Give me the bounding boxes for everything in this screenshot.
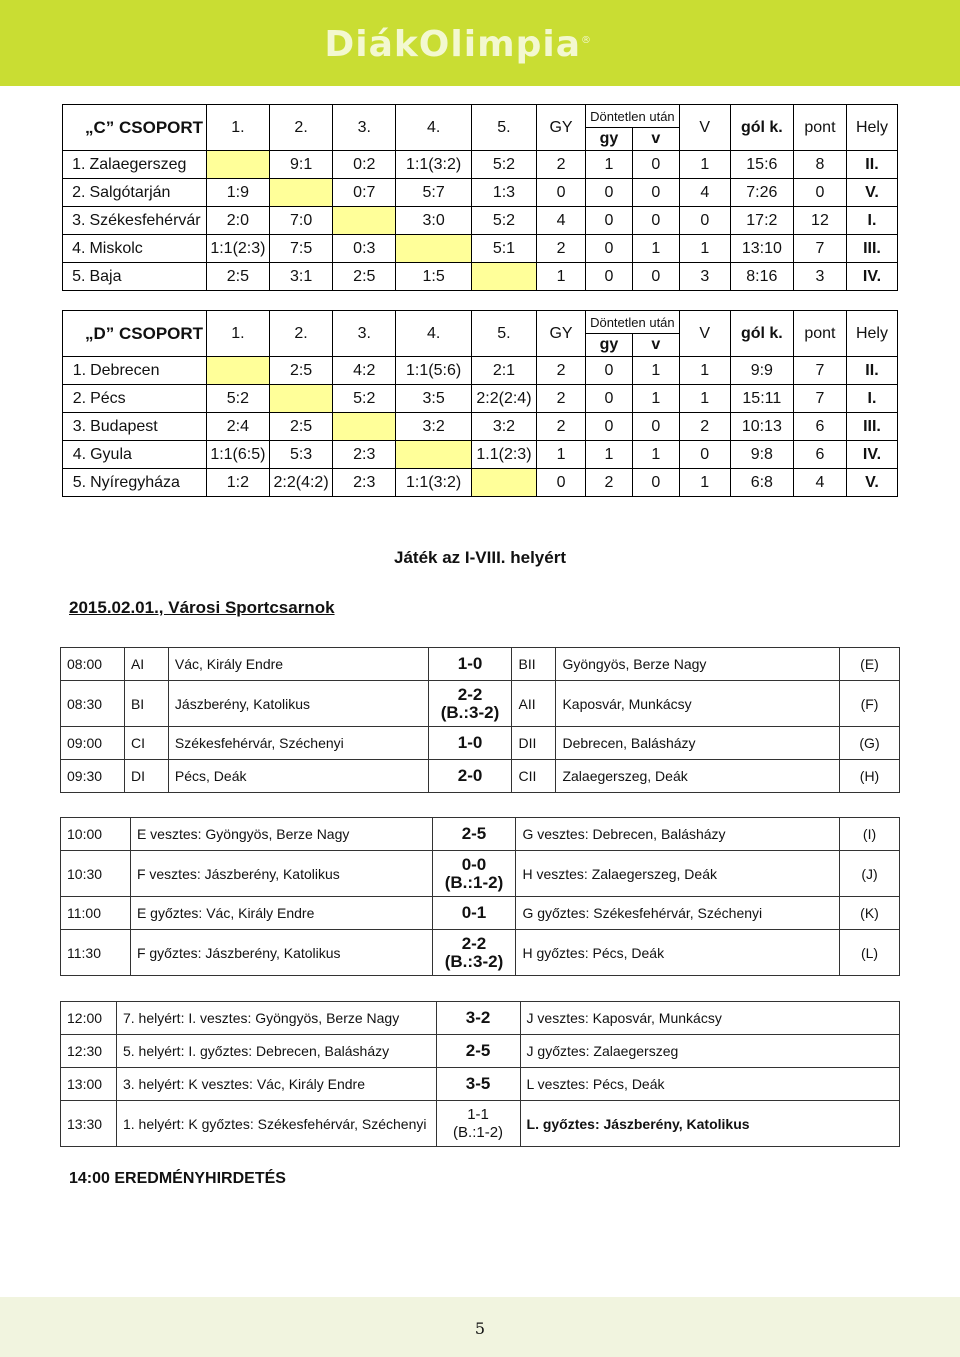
score-cell [436, 1035, 520, 1068]
match-time: 09:30 [61, 760, 125, 793]
stat-dv: 1 [632, 441, 679, 469]
result-cell: 7:0 [270, 207, 333, 235]
stat-gol: 6:8 [730, 469, 793, 497]
result-cell: 1:1(5:6) [396, 357, 471, 385]
rank-cell: IV. [846, 441, 897, 469]
team2-name: H győztes: Pécs, Deák [516, 930, 840, 976]
shootout-score: (B.:3-2) [440, 702, 500, 722]
result-cell: 9:1 [270, 151, 333, 179]
stat-dgy: 0 [586, 235, 633, 263]
rank-cell: V. [846, 469, 897, 497]
team-number: 2. [63, 385, 87, 413]
team-number: 3. [63, 413, 87, 441]
match-time: 11:30 [61, 930, 131, 976]
team-name: Pécs [86, 385, 206, 413]
result-cell [333, 207, 396, 235]
result-cell: 2:0 [206, 207, 269, 235]
stat-v: 1 [679, 151, 730, 179]
team1-name: E vesztes: Gyöngyös, Berze Nagy [130, 818, 432, 851]
shootout-score: (B.:1-2) [444, 872, 504, 892]
result-cell: 1:1(3:2) [396, 469, 471, 497]
score-cell [436, 1068, 520, 1101]
award-ceremony: 14:00 EREDMÉNYHIRDETÉS [69, 1170, 286, 1187]
team2-name: J győztes: Zalaegerszeg [520, 1035, 899, 1068]
team2-code: BII [512, 648, 556, 681]
score-cell [432, 851, 516, 897]
page-footer [0, 1297, 960, 1357]
match-time: 13:30 [61, 1101, 117, 1147]
result-cell: 5:2 [471, 207, 536, 235]
table-row [63, 263, 898, 291]
team-name: Salgótarján [85, 179, 206, 207]
result-cell: 1:1(3:2) [396, 151, 471, 179]
team2-name: Zalaegerszeg, Deák [556, 760, 840, 793]
match-tag: (G) [840, 727, 900, 760]
venue-date: 2015.02.01., Városi Sportcsarnok [69, 598, 335, 617]
rank-cell: III. [846, 413, 897, 441]
team-number: 2. [63, 179, 86, 207]
stat-dv: 0 [632, 263, 679, 291]
team1-code: BI [124, 681, 168, 727]
rank-cell: III. [846, 235, 897, 263]
stat-dgy: 2 [585, 469, 632, 497]
result-cell [396, 441, 471, 469]
stat-dv: 0 [632, 179, 679, 207]
score: 0-0 [461, 854, 487, 874]
stat-v: 0 [679, 441, 730, 469]
team-number: 3. [63, 207, 86, 235]
result-cell [396, 235, 471, 263]
team2-name: G vesztes: Debrecen, Balásházy [516, 818, 840, 851]
stat-v: 3 [679, 263, 730, 291]
stat-gol: 9:8 [730, 441, 793, 469]
result-cell: 3:2 [471, 413, 536, 441]
stat-v: 0 [679, 207, 730, 235]
score: 2-2 [461, 933, 487, 953]
team1-code: DI [124, 760, 168, 793]
match-time: 12:30 [61, 1035, 117, 1068]
score: 3-5 [465, 1074, 491, 1093]
stat-dgy: 0 [585, 385, 632, 413]
stat-gy: 2 [537, 385, 586, 413]
score-cell [428, 681, 512, 727]
table-row [63, 235, 898, 263]
match-time: 10:30 [61, 851, 131, 897]
table-row [63, 357, 898, 385]
team2-name: J vesztes: Kaposvár, Munkácsy [520, 1002, 899, 1035]
header-banner [0, 0, 960, 86]
team-number: 1. [63, 357, 87, 385]
result-cell: 4:2 [333, 357, 396, 385]
result-cell: 1:2 [206, 469, 269, 497]
result-cell: 2:3 [333, 469, 396, 497]
team1-name: Székesfehérvár, Széchenyi [168, 727, 428, 760]
team-name: Gyula [86, 441, 206, 469]
result-cell: 2:4 [206, 413, 269, 441]
table-row [63, 413, 898, 441]
stat-gy: 2 [537, 151, 586, 179]
table-row [63, 207, 898, 235]
team2-name: L vesztes: Pécs, Deák [520, 1068, 899, 1101]
shootout-score: (B.:3-2) [444, 951, 504, 971]
result-cell [206, 357, 269, 385]
team-name: Debrecen [86, 357, 206, 385]
team2-name: H vesztes: Zalaegerszeg, Deák [516, 851, 840, 897]
stat-pont: 12 [793, 207, 846, 235]
match-time: 09:00 [61, 727, 125, 760]
result-cell: 2:5 [269, 357, 332, 385]
group-title: „D” CSOPORT [63, 311, 207, 357]
stat-gol: 8:16 [730, 263, 793, 291]
stat-pont: 7 [793, 357, 846, 385]
schedule-block-3 [60, 1001, 900, 1147]
table-row [63, 151, 898, 179]
match-row [61, 1068, 900, 1101]
schedule-block-2 [60, 817, 900, 976]
result-cell: 5:2 [333, 385, 396, 413]
group-title: „C” CSOPORT [63, 105, 207, 151]
match-tag: (I) [840, 818, 900, 851]
score-cell [436, 1101, 520, 1147]
rank-cell: II. [846, 151, 897, 179]
result-cell: 1:1(2:3) [206, 235, 269, 263]
score-cell [436, 1002, 520, 1035]
team1-name: F vesztes: Jászberény, Katolikus [130, 851, 432, 897]
stat-pont: 6 [793, 441, 846, 469]
result-cell: 2:5 [206, 263, 269, 291]
result-cell: 2:2(4:2) [269, 469, 332, 497]
team2-name: G győztes: Székesfehérvár, Széchenyi [516, 897, 840, 930]
match-time: 08:30 [61, 681, 125, 727]
team2-name: Debrecen, Balásházy [556, 727, 840, 760]
stat-pont: 7 [793, 385, 846, 413]
score-cell [428, 760, 512, 793]
team1-code: CI [124, 727, 168, 760]
result-cell [270, 179, 333, 207]
team2-name: L. győztes: Jászberény, Katolikus [520, 1101, 899, 1147]
team2-code: DII [512, 727, 556, 760]
result-cell: 1:1(6:5) [206, 441, 269, 469]
rank-cell: II. [846, 357, 897, 385]
team2-name: Gyöngyös, Berze Nagy [556, 648, 840, 681]
result-cell: 0:3 [333, 235, 396, 263]
stat-dv: 0 [632, 413, 679, 441]
team1-name: 5. helyért: I. győztes: Debrecen, Balásházy [116, 1035, 436, 1068]
match-row [61, 851, 900, 897]
team-name: Nyíregyháza [86, 469, 206, 497]
score: 1-1 [467, 1105, 489, 1123]
stat-pont: 0 [793, 179, 846, 207]
team-number: 4. [63, 441, 87, 469]
section-title: Játék az I-VIII. helyért [394, 548, 566, 567]
stat-dv: 0 [632, 207, 679, 235]
team-name: Zalaegerszeg [85, 151, 206, 179]
match-time: 10:00 [61, 818, 131, 851]
stat-v: 2 [679, 413, 730, 441]
match-tag: (K) [840, 897, 900, 930]
score: 0-1 [461, 903, 487, 922]
table-row [63, 469, 898, 497]
stat-gy: 2 [537, 235, 586, 263]
result-cell: 3:2 [396, 413, 471, 441]
score: 2-5 [465, 1041, 491, 1060]
match-row [61, 648, 900, 681]
stat-dv: 1 [632, 385, 679, 413]
stat-gy: 4 [537, 207, 586, 235]
team-number: 5. [63, 263, 86, 291]
stat-gol: 15:6 [730, 151, 793, 179]
stat-dv: 0 [632, 151, 679, 179]
match-time: 11:00 [61, 897, 131, 930]
stat-dgy: 0 [585, 413, 632, 441]
stat-gol: 9:9 [730, 357, 793, 385]
brand-logo: DiákOlimpia® [324, 24, 592, 65]
match-row [61, 818, 900, 851]
team1-name: 7. helyért: I. vesztes: Gyöngyös, Berze Nagy [116, 1002, 436, 1035]
stat-dgy: 0 [586, 207, 633, 235]
stat-dv: 1 [632, 235, 679, 263]
stat-gol: 13:10 [730, 235, 793, 263]
team-name: Baja [85, 263, 206, 291]
stat-gol: 15:11 [730, 385, 793, 413]
match-row [61, 727, 900, 760]
result-cell: 1:3 [471, 179, 536, 207]
rank-cell: IV. [846, 263, 897, 291]
stat-dv: 1 [632, 357, 679, 385]
team1-name: Vác, Király Endre [168, 648, 428, 681]
score: 1-0 [457, 654, 483, 673]
stat-v: 1 [679, 235, 730, 263]
team1-name: F győztes: Jászberény, Katolikus [130, 930, 432, 976]
score-cell [428, 648, 512, 681]
result-cell: 0:2 [333, 151, 396, 179]
stat-v: 1 [679, 357, 730, 385]
table-row [63, 441, 898, 469]
team1-code: AI [124, 648, 168, 681]
stat-v: 4 [679, 179, 730, 207]
stat-v: 1 [679, 469, 730, 497]
page-number: 5 [474, 1319, 486, 1338]
team1-name: E győztes: Vác, Király Endre [130, 897, 432, 930]
stat-dgy: 1 [585, 441, 632, 469]
team-number: 4. [63, 235, 86, 263]
shootout-score: (B.:1-2) [453, 1123, 504, 1141]
result-cell [206, 151, 269, 179]
score-cell [432, 930, 516, 976]
result-cell: 2:2(2:4) [471, 385, 536, 413]
result-cell: 1:9 [206, 179, 269, 207]
result-cell: 5:2 [206, 385, 269, 413]
rank-cell: I. [846, 385, 897, 413]
team1-name: Jászberény, Katolikus [168, 681, 428, 727]
result-cell: 5:7 [396, 179, 471, 207]
stat-dgy: 0 [586, 263, 633, 291]
match-time: 13:00 [61, 1068, 117, 1101]
group-c-table: „C” CSOPORT 1. 2. 3. 4. 5. GY Döntetlen után V gól k. pont Hely gy v 1. Zalaegerszeg 9:1 0:2 1:1(3:2) 5:2 2 1 0 1 15:6 8 II. 2. Salgótarján 1:9 0:7 5:7 1:3 0 0 0 4 7:26 0 V. 3. Székesfehérvár 2:0 7:0 3:0 5:2 4 0 0 0 17:2 12 I. 4. Miskolc 1:1(2:3) 7:5 0:3 5:1 2 0 1 1 13:10 7 III. 5. Baja 2:5 3:1 2:5 1:5 1 0 0 3 8:16 3 IV. [62, 104, 898, 291]
result-cell: 5:2 [471, 151, 536, 179]
rank-cell: I. [846, 207, 897, 235]
team-number: 1. [63, 151, 86, 179]
team2-code: CII [512, 760, 556, 793]
result-cell: 5:1 [471, 235, 536, 263]
stat-v: 1 [679, 385, 730, 413]
result-cell: 1:5 [396, 263, 471, 291]
team2-code: AII [512, 681, 556, 727]
team1-name: Pécs, Deák [168, 760, 428, 793]
table-row [63, 179, 898, 207]
result-cell: 7:5 [270, 235, 333, 263]
stat-pont: 6 [793, 413, 846, 441]
stat-pont: 8 [793, 151, 846, 179]
match-tag: (L) [840, 930, 900, 976]
stat-gy: 0 [537, 179, 586, 207]
result-cell: 1.1(2:3) [471, 441, 536, 469]
match-row [61, 681, 900, 727]
team-number: 5. [63, 469, 87, 497]
stat-dgy: 1 [586, 151, 633, 179]
match-row [61, 930, 900, 976]
result-cell: 3:0 [396, 207, 471, 235]
stat-pont: 3 [793, 263, 846, 291]
stat-gol: 10:13 [730, 413, 793, 441]
group-d-table: „D” CSOPORT 1. 2. 3. 4. 5. GY Döntetlen után V gól k. pont Hely gy v 1. Debrecen 2:5 4:2 1:1(5:6) 2:1 2 0 1 1 9:9 7 II. 2. Pécs 5:2 5:2 3:5 2:2(2:4) 2 0 1 1 15:11 7 I. 3. Budapest 2:4 2:5 3:2 3:2 2 0 0 2 10:13 6 III. 4. Gyula 1:1(6:5) 5:3 2:3 1.1(2:3) 1 1 1 0 9:8 6 IV. 5. Nyíregyháza 1:2 2:2(4:2) 2:3 1:1(3:2) 0 2 0 1 6:8 4 V. [62, 310, 898, 497]
result-cell: 2:3 [333, 441, 396, 469]
stat-dgy: 0 [585, 357, 632, 385]
team1-name: 1. helyért: K győztes: Székesfehérvár, Széchenyi [116, 1101, 436, 1147]
match-tag: (H) [840, 760, 900, 793]
stat-gy: 1 [537, 441, 586, 469]
result-cell: 5:3 [269, 441, 332, 469]
team-name: Miskolc [85, 235, 206, 263]
result-cell: 2:5 [333, 263, 396, 291]
score: 2-2 [457, 684, 483, 704]
match-row [61, 1101, 900, 1147]
result-cell [269, 385, 332, 413]
stat-gy: 2 [537, 357, 586, 385]
schedule-block-1 [60, 647, 900, 793]
score-cell [432, 897, 516, 930]
stat-gol: 17:2 [730, 207, 793, 235]
result-cell: 0:7 [333, 179, 396, 207]
result-cell [471, 469, 536, 497]
match-row [61, 897, 900, 930]
score: 2-5 [461, 824, 487, 843]
stat-gol: 7:26 [730, 179, 793, 207]
stat-dgy: 0 [586, 179, 633, 207]
match-tag: (F) [840, 681, 900, 727]
score-cell [432, 818, 516, 851]
result-cell: 3:5 [396, 385, 471, 413]
match-time: 12:00 [61, 1002, 117, 1035]
stat-gy: 1 [537, 263, 586, 291]
match-row [61, 1002, 900, 1035]
team1-name: 3. helyért: K vesztes: Vác, Király Endre [116, 1068, 436, 1101]
score: 1-0 [457, 733, 483, 752]
stat-pont: 7 [793, 235, 846, 263]
result-cell [333, 413, 396, 441]
result-cell: 2:5 [269, 413, 332, 441]
table-row [63, 385, 898, 413]
score: 3-2 [465, 1008, 491, 1027]
match-row [61, 760, 900, 793]
match-tag: (J) [840, 851, 900, 897]
match-time: 08:00 [61, 648, 125, 681]
stat-gy: 2 [537, 413, 586, 441]
match-tag: (E) [840, 648, 900, 681]
result-cell: 3:1 [270, 263, 333, 291]
rank-cell: V. [846, 179, 897, 207]
team-name: Székesfehérvár [85, 207, 206, 235]
stat-gy: 0 [537, 469, 586, 497]
team2-name: Kaposvár, Munkácsy [556, 681, 840, 727]
team-name: Budapest [86, 413, 206, 441]
result-cell [471, 263, 536, 291]
stat-pont: 4 [793, 469, 846, 497]
match-row [61, 1035, 900, 1068]
stat-dv: 0 [632, 469, 679, 497]
score-cell [428, 727, 512, 760]
result-cell: 2:1 [471, 357, 536, 385]
score: 2-0 [457, 766, 483, 785]
